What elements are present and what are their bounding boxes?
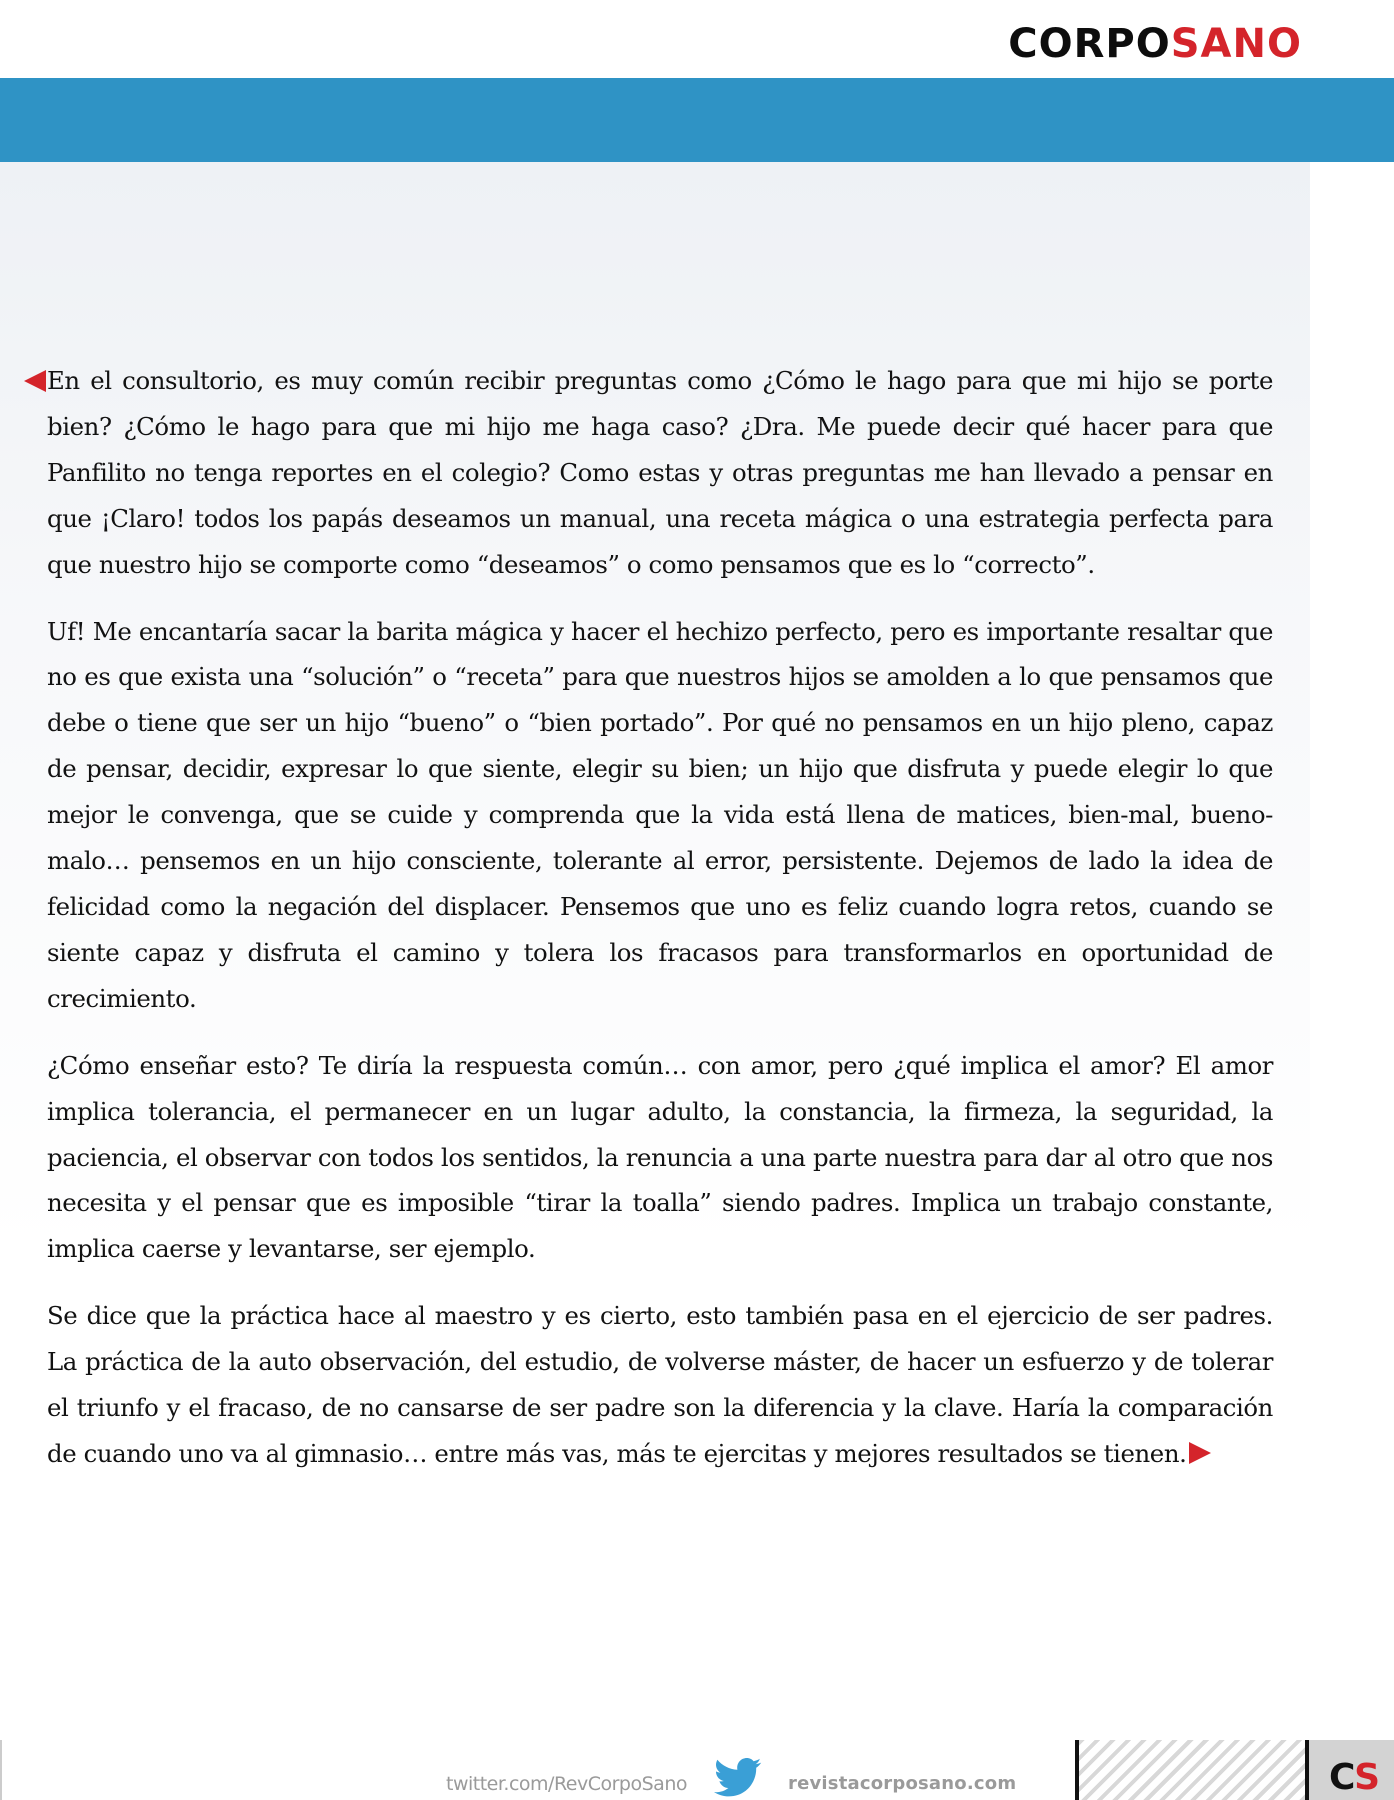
continue-from-previous-arrow-icon	[24, 370, 46, 392]
cs-badge	[1309, 1740, 1394, 1800]
corposano-logo	[1008, 22, 1302, 66]
cs-logo-c: C	[1329, 1757, 1355, 1798]
article-paragraph-4-text: Se dice que la práctica hace al maestro y es cierto, esto también pasa en el ejercicio de ser padres. La práctica de la auto observación, del estudio, de volverse máster, de hacer un esfuerzo y de tolerar el triunfo y el fracaso, de no cansarse de ser padre son la diferencia y la clave. Haría la comparación de cuando uno va al gimnasio… entre más vas, más te ejercitas y mejores resultados se tienen.	[47, 1301, 1273, 1468]
website-link[interactable]: revistacorposano.com	[788, 1773, 1017, 1794]
header-color-band	[0, 78, 1394, 162]
article-body	[47, 358, 1273, 1498]
footer-stripe-pattern	[1079, 1740, 1305, 1800]
article-paragraph-2: Uf! Me encantaría sacar la barita mágica y hacer el hechizo perfecto, pero es importante resaltar que no es que exista una “solución” o “receta” para que nuestros hijos se amolden a lo que pensamos que debe o tiene que ser un hijo “bueno” o “bien portado”. Por qué no pensamos en un hijo pleno, capaz de pensar, decidir, expresar lo que siente, elegir su bien; un hijo que disfruta y puede elegir lo que mejor le convenga, que se cuide y comprenda que la vida está llena de matices, bien-mal, bueno-malo… pensemos en un hijo consciente, tolerante al error, persistente. Dejemos de lado la idea de felicidad como la negación del displacer. Pensemos que uno es feliz cuando logra retos, cuando se siente capaz y disfruta el camino y tolera los fracasos para transformarlos en oportunidad de crecimiento.	[47, 616, 1273, 1013]
article-paragraph-3: ¿Cómo enseñar esto? Te diría la respuesta común… con amor, pero ¿qué implica el amor? El amor implica tolerancia, el permanecer en un lugar adulto, la constancia, la firmeza, la seguridad, la paciencia, el observar con todos los sentidos, la renuncia a una parte nuestra para dar al otro que nos necesita y el pensar que es imposible “tirar la toalla” siendo padres. Implica un trabajo constante, implica caerse y levantarse, ser ejemplo.	[47, 1050, 1273, 1264]
twitter-link[interactable]: twitter.com/RevCorpoSano	[446, 1773, 687, 1795]
footer-edge-line	[0, 1740, 2, 1800]
cs-logo-s: S	[1354, 1757, 1379, 1798]
continue-next-arrow-icon	[1189, 1442, 1211, 1464]
cs-logo	[1329, 1758, 1378, 1798]
article-paragraph-1: En el consultorio, es muy común recibir preguntas como ¿Cómo le hago para que mi hijo se porte bien? ¿Cómo le hago para que mi hijo me haga caso? ¿Dra. Me puede decir qué hacer para que Panfilito no tenga reportes en el colegio? Como estas y otras preguntas me han llevado a pensar en que ¡Claro! todos los papás deseamos un manual, una receta mágica o una estrategia perfecta para que nuestro hijo se comporte como “deseamos” o como pensamos que es lo “correcto”.	[47, 366, 1273, 579]
twitter-bird-icon	[714, 1758, 762, 1798]
masthead	[0, 0, 1394, 78]
logo-text-sano: SANO	[1170, 21, 1302, 67]
logo-text-corpo: CORPO	[1008, 21, 1171, 67]
article-paragraph-4	[47, 1293, 1273, 1477]
footer	[0, 1740, 1394, 1800]
